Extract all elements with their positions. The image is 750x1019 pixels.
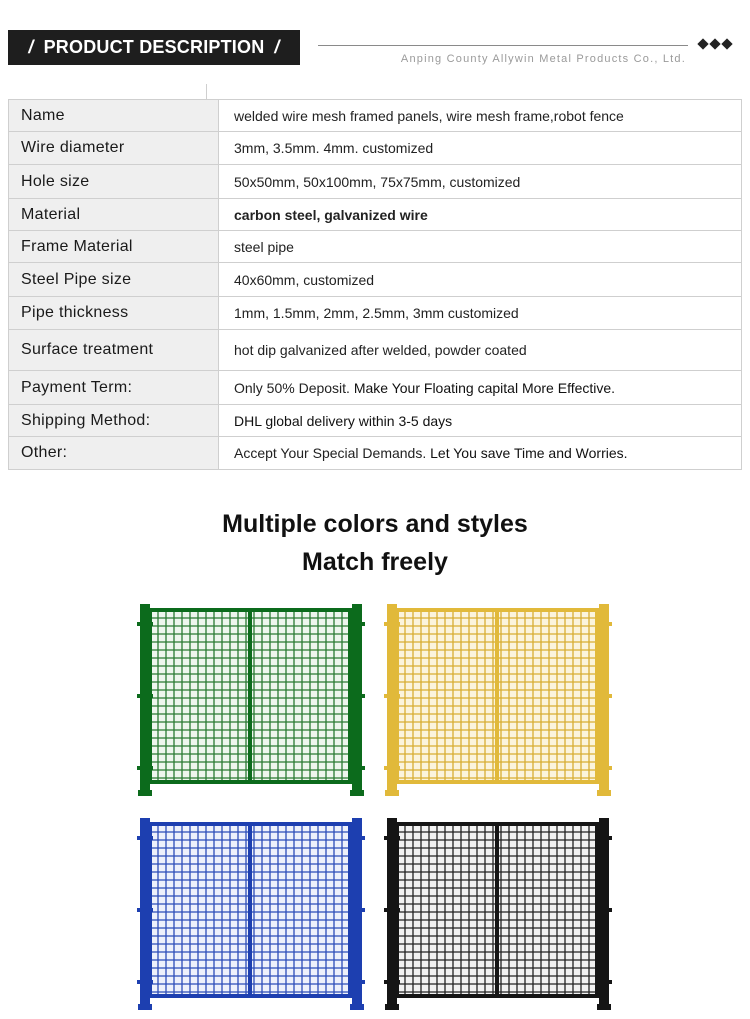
- spec-key: Other:: [9, 437, 219, 470]
- table-row: [9, 199, 742, 231]
- spec-value-cell: [219, 371, 742, 405]
- spec-key: Frame Material: [9, 231, 219, 263]
- section-title-box: [8, 30, 300, 65]
- table-row: [9, 263, 742, 297]
- section-header: [0, 0, 750, 80]
- title-slash-left: /: [28, 37, 34, 57]
- spec-key: Wire diameter: [9, 132, 219, 165]
- table-connector-line: [206, 84, 207, 100]
- spec-key: Payment Term:: [9, 371, 219, 405]
- spec-value: 40x60mm, customized: [219, 263, 742, 297]
- spec-value: carbon steel, galvanized wire: [219, 199, 742, 231]
- table-row: [9, 437, 742, 470]
- spec-value: Only 50% Deposit.: [234, 379, 350, 396]
- spec-value: welded wire mesh framed panels, wire mesh frame,robot fence: [219, 100, 742, 132]
- spec-key: Steel Pipe size: [9, 263, 219, 297]
- spec-value: steel pipe: [219, 231, 742, 263]
- spec-key: Material: [9, 199, 219, 231]
- fence-panel-black: [383, 816, 615, 1014]
- spec-value-emphasis: Make Your Floating capital More Effective.: [353, 379, 616, 396]
- headline-line-2: Match freely: [302, 548, 448, 576]
- table-row: [9, 132, 742, 165]
- table-row: [9, 165, 742, 199]
- spec-value: DHL global delivery within 3-5 days: [219, 405, 742, 437]
- title-slash-right: /: [274, 37, 280, 57]
- spec-value-emphasis: Let You save Time and Worries.: [430, 445, 628, 461]
- spec-key: Surface treatment: [9, 330, 219, 371]
- spec-key: Name: [9, 100, 219, 132]
- table-row: [9, 405, 742, 437]
- table-row: [9, 231, 742, 263]
- spec-value: Accept Your Special Demands.: [234, 445, 427, 461]
- section-title: PRODUCT DESCRIPTION: [43, 37, 265, 57]
- table-row: [9, 330, 742, 371]
- header-divider-line: [318, 45, 688, 46]
- fence-panel-blue: [136, 816, 368, 1014]
- spec-value: 3mm, 3.5mm. 4mm. customized: [219, 132, 742, 165]
- fence-panel-green: [136, 602, 368, 800]
- spec-key: Pipe thickness: [9, 297, 219, 330]
- table-row: [9, 371, 742, 405]
- spec-value: 50x50mm, 50x100mm, 75x75mm, customized: [219, 165, 742, 199]
- spec-value: hot dip galvanized after welded, powder coated: [219, 330, 742, 371]
- headline-line-1: Multiple colors and styles: [222, 510, 528, 538]
- spec-table: [8, 99, 742, 470]
- table-row: [9, 297, 742, 330]
- spec-value-cell: [219, 437, 742, 470]
- spec-value: 1mm, 1.5mm, 2mm, 2.5mm, 3mm customized: [219, 297, 742, 330]
- fence-panel-yellow: [383, 602, 615, 800]
- spec-key: Hole size: [9, 165, 219, 199]
- spec-key: Shipping Method:: [9, 405, 219, 437]
- company-name: Anping County Allywin Metal Products Co., Ltd.: [400, 53, 686, 65]
- table-row: [9, 100, 742, 132]
- diamond-ornament-icon: [699, 40, 731, 48]
